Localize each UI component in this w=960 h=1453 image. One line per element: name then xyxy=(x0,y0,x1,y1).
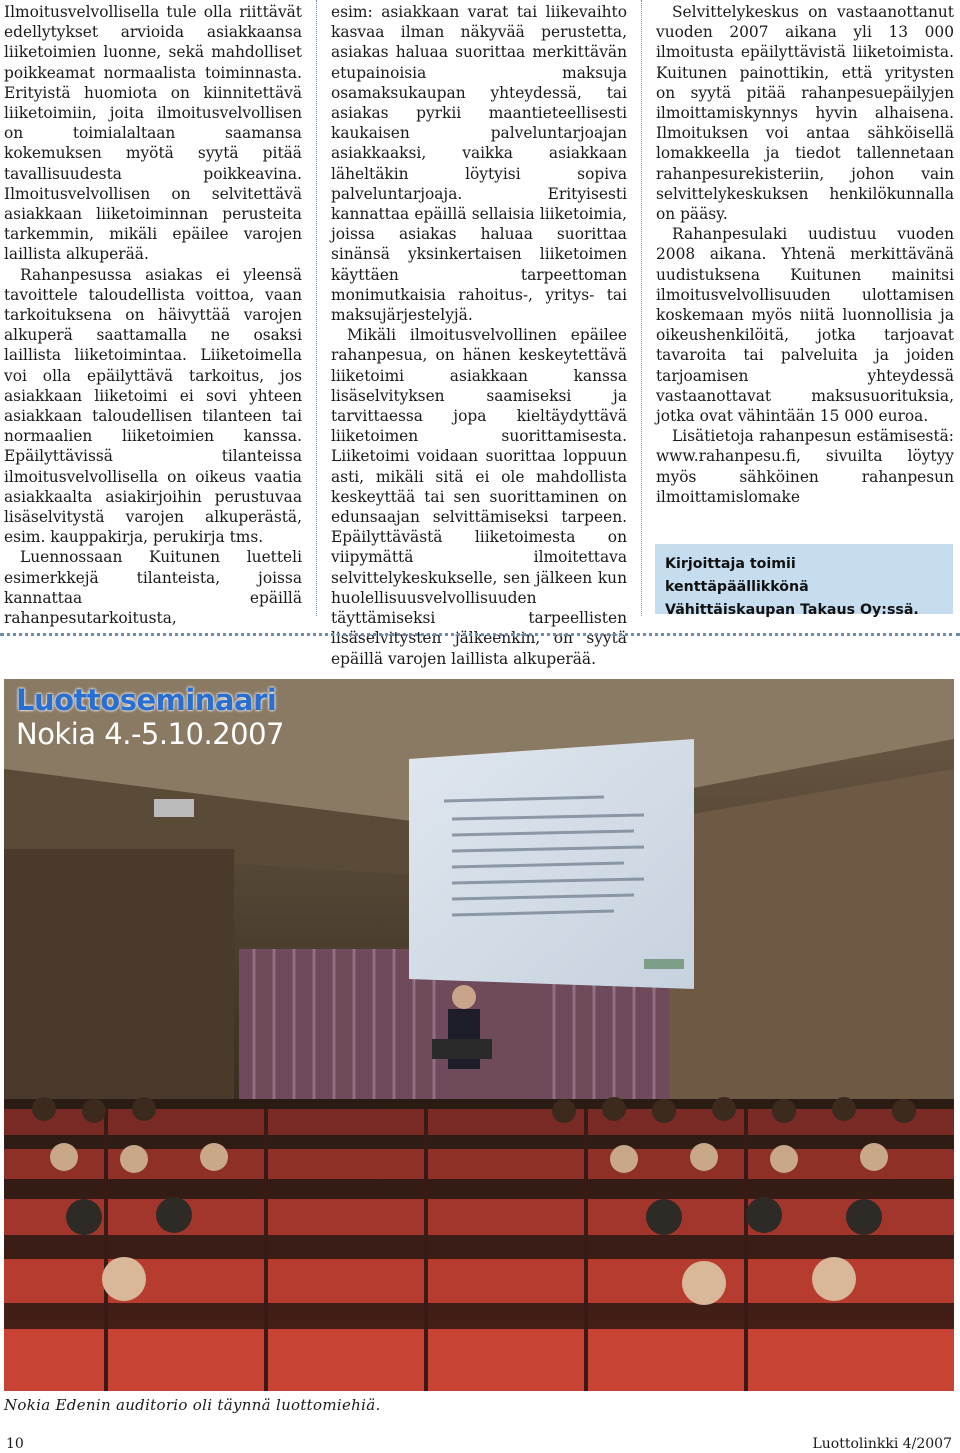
article-column-3 xyxy=(656,2,954,507)
author-note-box xyxy=(655,544,953,618)
author-note: Kirjoittaja toimii kenttäpäällikkönä Vähittäiskaupan Takaus Oy:ssä. xyxy=(665,556,919,618)
col1-paragraph-3: Luennossaan Kuitunen luetteli esimerkkejä tilanteista, joissa kannattaa epäillä rahanpesutarkoitusta, xyxy=(4,548,302,628)
column-divider xyxy=(641,0,642,616)
photo-title-line-2: Nokia 4.-5.10.2007 xyxy=(16,717,285,751)
journal-name: Luottolinkki 4/2007 xyxy=(812,1436,952,1452)
section-divider xyxy=(0,633,960,636)
seminar-photo xyxy=(4,679,954,1391)
col2-paragraph-1: esim: asiakkaan varat tai liikevaihto kasvaa ilman näkyvää perustetta, asiakas haluaa suorittaa merkittävän etupainoisia maksuja osamaksukaupan yhteydessä, tai asiakas pyrkii maantieteellisesti kaukaisen palveluntarjoajan asiakkaaksi, vaikka asiakkaan läheltäkin löytyisi sopiva palveluntarjoaja. Erityisesti kannattaa epäillä sellaisia liiketoimia, joissa asiakas haluaa suorittaa sinänsä yksinkertaisen liiketoimen käyttäen tarpeettoman monimutkaisia rahoitus-, yritys- tai maksujärjestelyjä. xyxy=(331,3,627,325)
photo-caption: Nokia Edenin auditorio oli täynnä luottomiehiä. xyxy=(4,1396,381,1414)
col3-paragraph-3: Lisätietoja rahanpesun estämisestä: www.rahanpesu.fi, sivuilta löytyy myös sähköinen rahanpesun ilmoittamislomake xyxy=(656,427,954,506)
col1-paragraph-2: Rahanpesussa asiakas ei yleensä tavoittele taloudellista voittoa, vaan tarkoituksena on häivyttää varojen alkuperä saattamalla ne osaksi laillista liiketoimintaa. Liiketoimella voi olla epäilyttävä tarkoitus, jos asiakkaan liiketoimi ei sovi yhteen asiakkaan taloudellisen tilanteen tai normaalien liiketoimien kanssa. Epäilyttävissä tilanteissa ilmoitusvelvollisella on oikeus vaatia asiakkaalta asiakirjoihin perustuvaa lisäselvitystä varojen alkuperästä, esim. kauppakirja, perukirja tms. xyxy=(4,265,302,547)
article-column-1 xyxy=(4,2,302,628)
auditorium-illustration xyxy=(4,679,954,1391)
page-number: 10 xyxy=(6,1436,24,1452)
projection-screen xyxy=(409,739,694,989)
photo-title-line-1: Luottoseminaari xyxy=(16,683,277,717)
col2-paragraph-2: Mikäli ilmoitusvelvollinen epäilee rahanpesua, on hänen keskeytettävä liiketoimi asiakkaan kanssa lisäselvityksen saamiseksi ja tarvittaessa jopa kieltäydyttävä liiketoimen suorittamisesta. Liiketoimi voidaan suorittaa loppuun asti, mikäli sitä ei ole mahdollista keskeyttää tai sen suorittaminen on edunsaajan selvittämiseksi tarpeen. Epäilyttävästä liiketoimesta on viipymättä ilmoitettava selvittelykeskukselle, sen jälkeen kun huolellisuusvelvollisuuden täyttämiseksi tarpeellisten lisäselvitysten jälkeenkin, on syytä epäillä varojen laillista alkuperää. xyxy=(331,326,627,668)
photo-title xyxy=(16,683,284,751)
column-divider xyxy=(316,0,317,616)
col1-paragraph-1: Ilmoitusvelvollisella tule olla riittävät edellytykset arvioida asiakkaansa liiketoimien luonne, sekä mahdolliset poikkeamat normaalista toiminnasta. Erityistä huomiota on kiinnitettävä liiketoimiin, joita ilmoitusvelvollisen on toimialaltaan saamansa kokemuksen myötä syytä pitää tavallisuudesta poikkeavina. Ilmoitusvelvollisen on selvitettävä asiakkaan liiketoiminnan perusteita tarkemmin, mikäli epäilee varojen laillista alkuperää. xyxy=(4,3,302,264)
article-column-2 xyxy=(331,2,627,669)
col3-paragraph-1: Selvittelykeskus on vastaanottanut vuoden 2007 aikana yli 13 000 ilmoitusta epäilyttävistä liiketoimista. Kuitunen painottikin, että yritysten on syytä pitää rahanpesuepäilyjen ilmoittamiskynnys hyvin alhaisena. Ilmoituksen voi antaa sähköisellä lomakkeella ja tiedot tallennetaan rahanpesurekisteriin, johon vain selvittelykeskuksen henkilökunnalla on pääsy. xyxy=(656,3,954,224)
col3-paragraph-2: Rahanpesulaki uudistuu vuoden 2008 aikana. Yhtenä merkittävänä uudistuksena Kuitunen mainitsi ilmoitusvelvollisuuden ulottamisen koskemaan myös niitä luonnollisia ja oikeushenkilöitä, jotka tarjoavat tavaroita tai palveluita ja joiden tarjoamisen yhteydessä vastaanottavat maksusuorituksia, jotka ovat vähintään 15 000 euroa. xyxy=(656,225,954,426)
